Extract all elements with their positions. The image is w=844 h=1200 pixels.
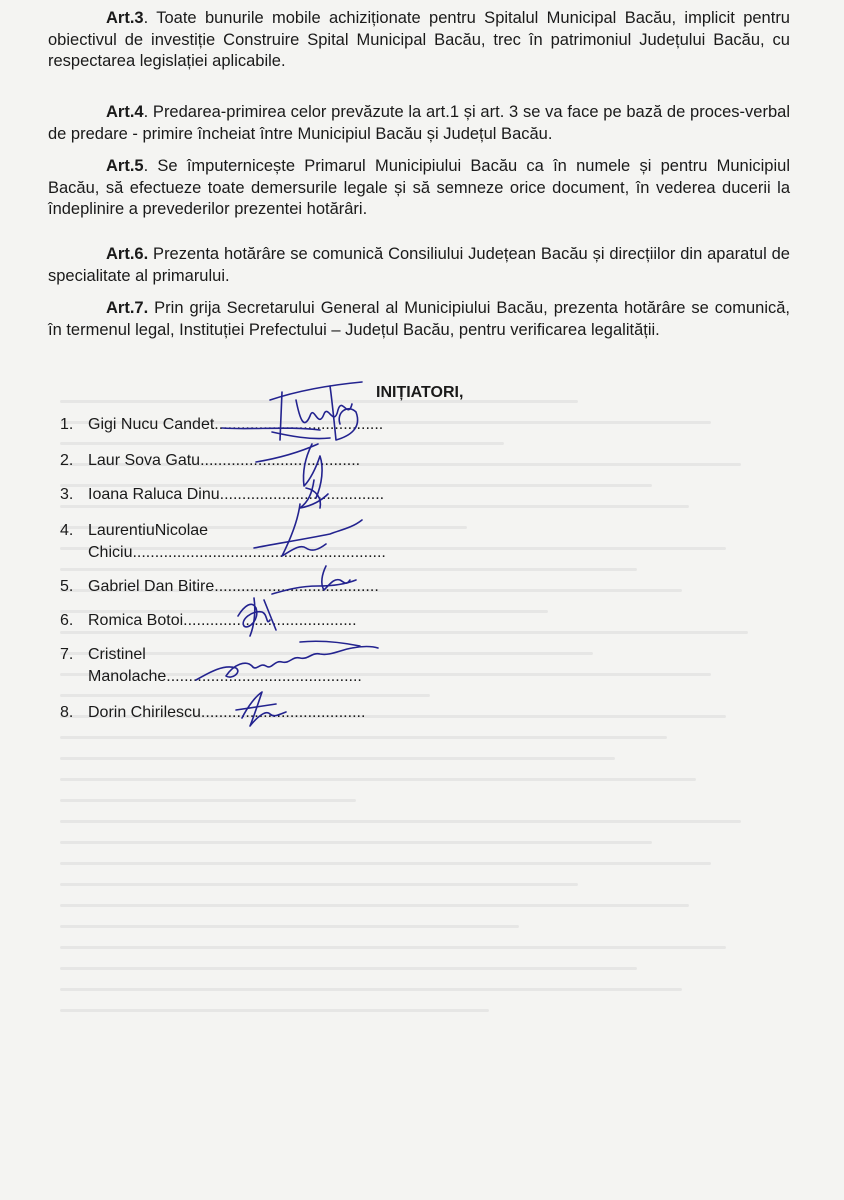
signer-row	[52, 416, 383, 434]
signature-line: .....................................	[214, 578, 379, 595]
signer-name: Manolache	[88, 668, 167, 685]
signer-name: Ioana Raluca Dinu	[88, 486, 220, 503]
article-6	[48, 244, 790, 287]
initiators-title: INIȚIATORI,	[376, 384, 464, 401]
signature-line: .....................................	[219, 486, 385, 503]
article-3-text: . Toate bunurile mobile achiziționate pentru Spitalul Municipal Bacău, implicit pentru obiectivul de investiție Construire Spital Municipal Bacău, trec în patrimoniul Județului Bacău, cu respectarea legislației aplicabile.	[48, 9, 790, 70]
article-7-heading: Art.7.	[106, 299, 149, 317]
signer-name: Chiciu	[88, 544, 133, 561]
signer-row	[52, 452, 360, 470]
signer-number: 7.	[60, 646, 74, 663]
signer-number: 2.	[60, 452, 74, 469]
article-7-text: Prin grija Secretarului General al Municipiului Bacău, prezenta hotărâre se comunică, în termenul legal, Instituției Prefectului – Județul Bacău, pentru verificarea legalității.	[48, 299, 790, 339]
signer-name: Gabriel Dan Bitire	[88, 578, 215, 595]
article-4-heading: Art.4	[106, 103, 144, 121]
signer-number: 3.	[60, 486, 74, 503]
signature-line: ....................................	[200, 452, 361, 469]
signer-name: Cristinel	[88, 646, 146, 663]
signature-line: .......................................	[183, 612, 357, 629]
signer-row-continued	[52, 544, 386, 562]
signer-number: 1.	[60, 416, 74, 433]
signer-row-continued	[52, 668, 362, 686]
signer-row	[52, 704, 365, 722]
signer-row	[52, 486, 384, 504]
signer-name: Dorin Chirilescu	[88, 704, 201, 721]
article-6-text: Prezenta hotărâre se comunică Consiliului Județean Bacău și direcțiilor din aparatul de specialitate al primarului.	[48, 245, 790, 285]
signer-row	[52, 612, 357, 630]
article-5	[48, 156, 790, 221]
signer-number: 8.	[60, 704, 74, 721]
signer-number: 4.	[60, 522, 74, 539]
article-3	[48, 8, 790, 73]
reverse-side-bleed-through	[60, 400, 800, 1180]
signature-line: ......................................	[214, 416, 384, 433]
signature-line: .....................................	[200, 704, 366, 721]
signature-line: .........................................................	[132, 544, 386, 561]
article-5-text: . Se împuternicește Primarul Municipiului Bacău ca în numele și pentru Municipiul Bacău, să efectueze toate demersurile legale și să semneze orice document, în vederea ducerii la îndeplinire a prevederilor prezentei hotărâri.	[48, 157, 790, 218]
signer-number: 6.	[60, 612, 74, 629]
signer-name: Romica Botoi	[88, 612, 184, 629]
signer-name: LaurentiuNicolae	[88, 522, 209, 539]
signature-line: ............................................	[166, 668, 362, 685]
signer-name: Gigi Nucu Candet	[88, 416, 215, 433]
signer-row	[52, 578, 379, 596]
article-4	[48, 102, 790, 145]
signer-name: Laur Sova Gatu	[88, 452, 201, 469]
article-4-text: . Predarea-primirea celor prevăzute la art.1 și art. 3 se va face pe bază de proces-verbal de predare - primire încheiat între Municipiul Bacău și Județul Bacău.	[48, 103, 790, 143]
article-5-heading: Art.5	[106, 157, 144, 175]
article-6-heading: Art.6.	[106, 245, 149, 263]
article-3-heading: Art.3	[106, 9, 144, 27]
signer-row	[52, 522, 208, 540]
signer-number: 5.	[60, 578, 74, 595]
article-7	[48, 298, 790, 341]
signer-row	[52, 646, 146, 664]
